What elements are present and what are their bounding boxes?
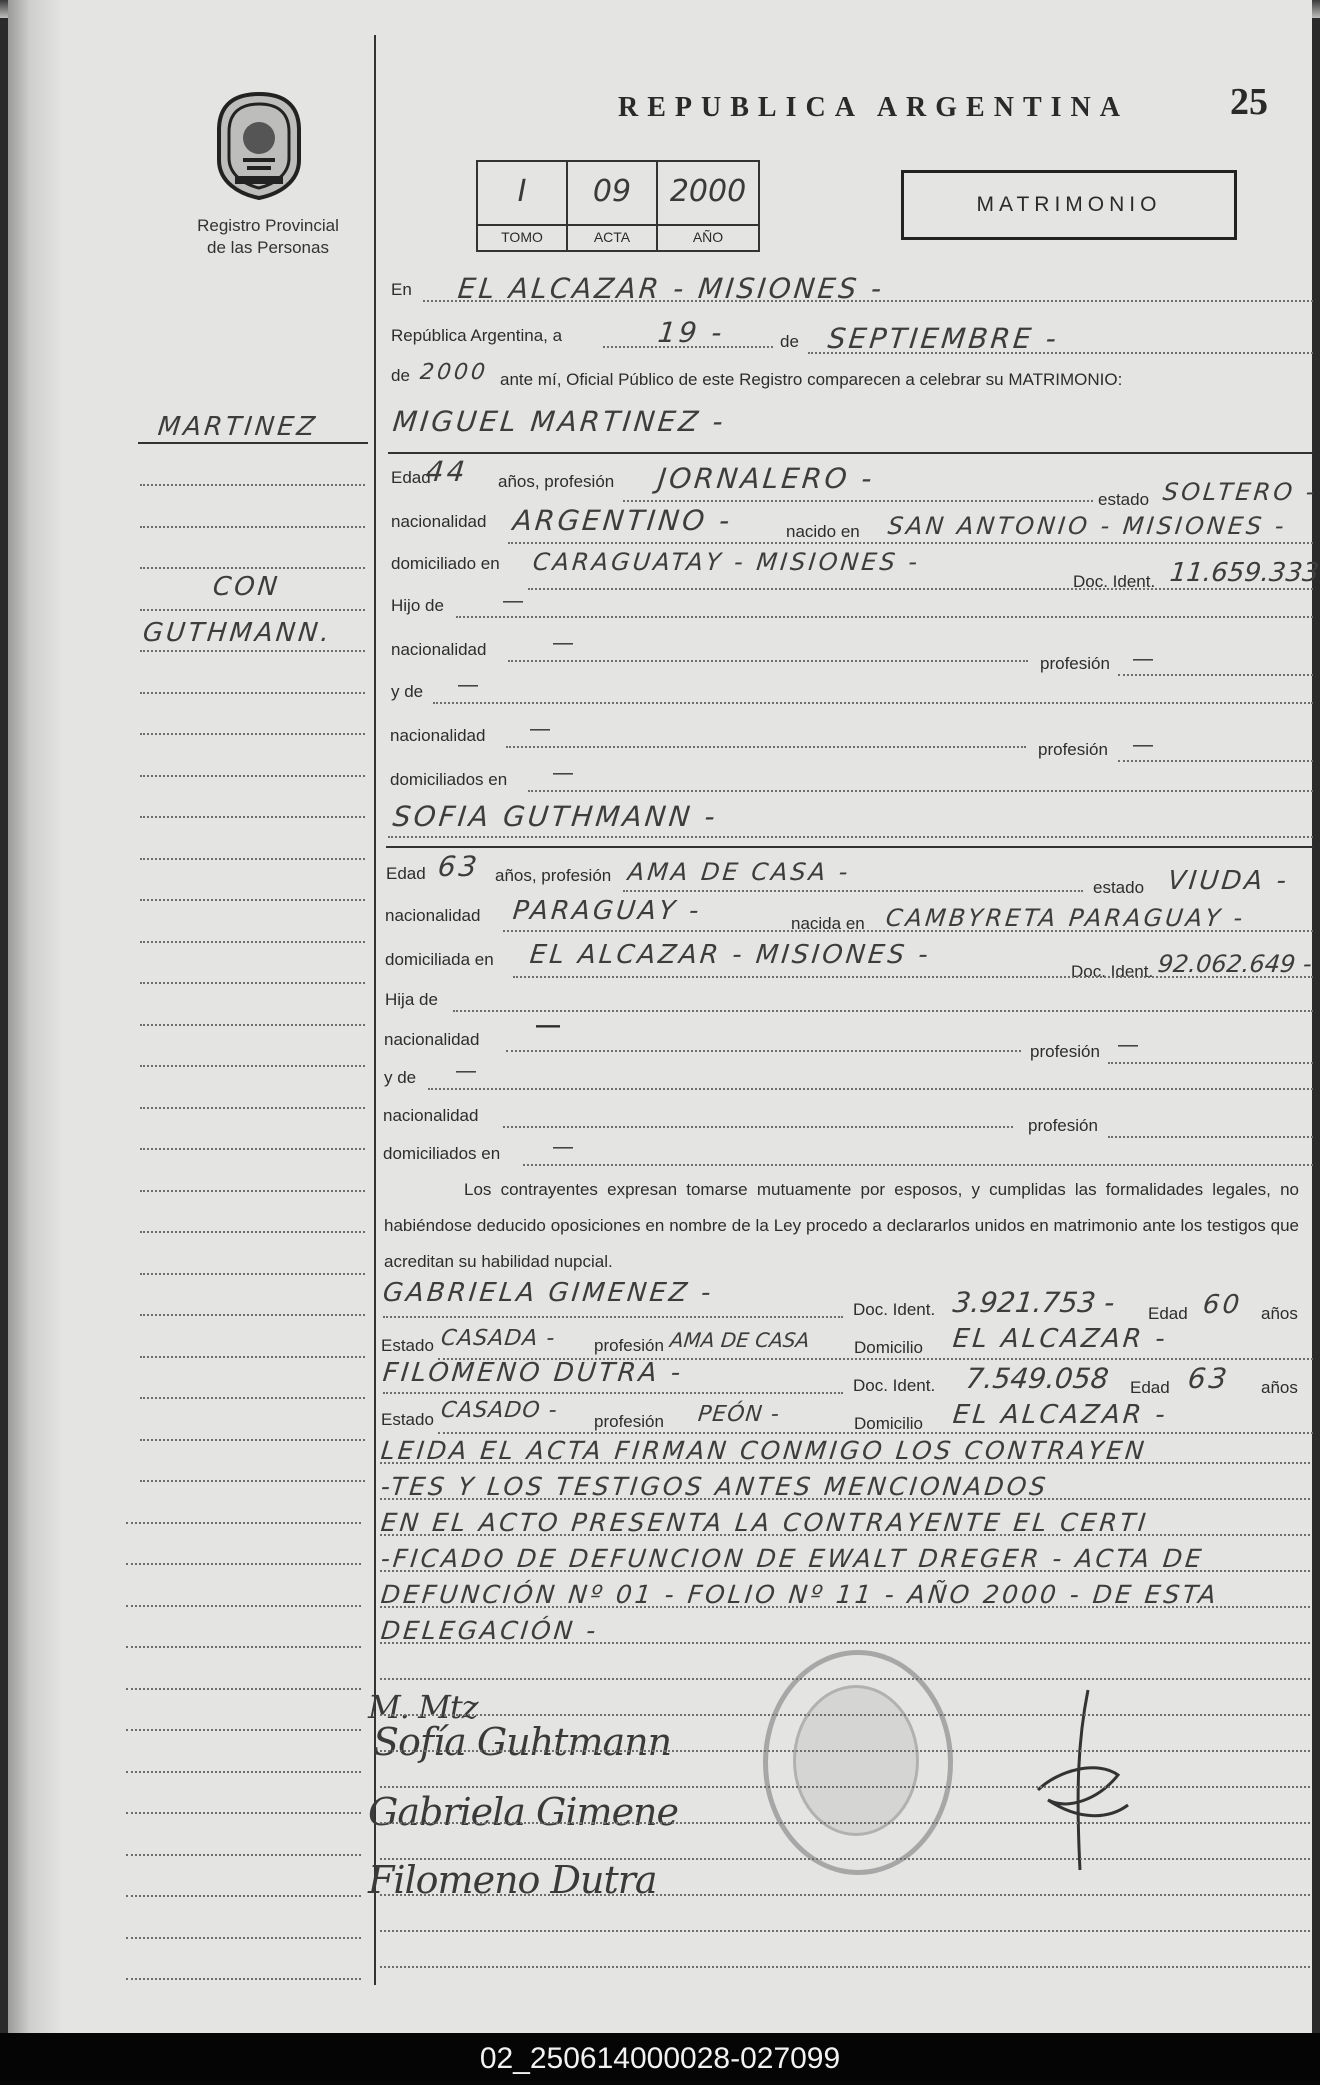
note-dotline — [380, 1858, 1310, 1860]
witness2-domicilio-label: Domicilio — [854, 1414, 923, 1433]
witness1-doc-label: Doc. Ident. — [853, 1300, 936, 1319]
margin-dotline — [126, 1605, 361, 1607]
dotline — [1108, 1062, 1313, 1064]
margin-dotline — [140, 1480, 365, 1482]
groom-estado-label: estado — [1098, 490, 1150, 509]
bride-nacida-label: nacida en — [791, 914, 865, 933]
note-dotline — [380, 1822, 1310, 1824]
margin-name-groom: MARTINEZ — [156, 412, 320, 442]
margin-dotline — [126, 1688, 361, 1690]
signature-groom: M. Mtz — [368, 1688, 478, 1726]
acta-label: ACTA — [568, 224, 656, 245]
bride-mother: — — [456, 1060, 476, 1082]
margin-dotline — [126, 1937, 361, 1939]
witness2-domicile: EL ALCAZAR - — [951, 1400, 1170, 1430]
margin-dotline — [126, 1646, 361, 1648]
witness2-age: 63 — [1186, 1362, 1232, 1395]
bride-estado: VIUDA - — [1166, 866, 1291, 896]
bride-estado-label: estado — [1093, 878, 1145, 897]
anio-value: 2000 — [669, 174, 747, 209]
note-dotline — [380, 1786, 1310, 1788]
witness1-name: GABRIELA GIMENEZ - — [381, 1278, 716, 1308]
bride-nac2-label: nacionalidad — [383, 1106, 479, 1125]
witness2-estado: CASADO - — [439, 1398, 559, 1423]
republica-label: República Argentina, a — [391, 326, 563, 345]
margin-dotline — [140, 1190, 365, 1192]
document-page — [8, 0, 1320, 2033]
margin-dotline — [140, 1231, 365, 1233]
groom-domiciliado-label: domiciliado en — [391, 554, 500, 573]
margin-dotline — [140, 484, 365, 486]
note-dotline — [380, 1714, 1310, 1716]
dotline — [1118, 674, 1313, 676]
declaration-text: Los contrayentes expresan tomarse mutuamente por esposos, y cumplidas las formalidades legales, no habiéndose deducido oposiciones en nombre de la Ley procedo a declararlos unidos en matrimonio ante los testigos que acreditan su habilidad nupcial. — [384, 1180, 1299, 1271]
margin-con: CON — [211, 572, 282, 602]
tomo-value: I — [517, 174, 527, 209]
note-line: DELEGACIÓN - — [379, 1616, 600, 1645]
bride-prof1: — — [1118, 1034, 1138, 1056]
groom-nacido-label: nacido en — [786, 522, 860, 541]
dotline — [528, 790, 1313, 792]
bride-doc: 92.062.649 - — [1156, 950, 1314, 978]
groom-name: MIGUEL MARTINEZ - — [391, 405, 728, 438]
margin-dotline — [140, 1314, 365, 1316]
marriage-place: EL ALCAZAR - MISIONES - — [456, 272, 886, 305]
bride-birthplace: CAMBYRETA PARAGUAY - — [884, 904, 1247, 932]
groom-yde-label: y de — [391, 682, 424, 701]
margin-dotline — [126, 1563, 361, 1565]
margin-dotline — [140, 858, 365, 860]
dotline — [1108, 1136, 1313, 1138]
margin-dotline — [126, 1729, 361, 1731]
note-line: LEIDA EL ACTA FIRMAN CONMIGO LOS CONTRAYEN — [379, 1436, 1149, 1465]
note-dotline — [380, 1462, 1310, 1464]
bride-profesion-label: años, profesión — [495, 866, 612, 885]
dotline — [503, 1126, 1013, 1128]
bride-name-rule — [386, 846, 1313, 848]
bride-doc-label: Doc. Ident. — [1071, 962, 1154, 981]
note-dotline — [380, 1750, 1310, 1752]
dotline — [1118, 760, 1313, 762]
note-line: EN EL ACTO PRESENTA LA CONTRAYENTE EL CERTI — [379, 1508, 1151, 1537]
margin-dotline — [140, 1107, 365, 1109]
bride-name: SOFIA GUTHMANN - — [391, 800, 720, 833]
groom-doc: 11.659.333 — [1168, 558, 1320, 588]
margin-dotline — [140, 1439, 365, 1441]
dotline — [508, 660, 1028, 662]
marriage-day: 19 - — [656, 316, 727, 349]
witness2-doc-label: Doc. Ident. — [853, 1376, 936, 1395]
margin-dotline — [126, 1978, 361, 1980]
de-label: de — [780, 332, 799, 351]
dotline — [456, 616, 1313, 618]
groom-mother: — — [458, 674, 478, 696]
margin-dotline — [126, 1895, 361, 1897]
groom-doc-label: Doc. Ident. — [1073, 572, 1156, 591]
witness1-profesion-label: profesión — [594, 1336, 664, 1355]
bride-edad-label: Edad — [386, 864, 426, 883]
margin-dotline — [140, 1273, 365, 1275]
witness2-anos-label: años — [1261, 1378, 1298, 1397]
bride-nac1-label: nacionalidad — [384, 1030, 480, 1049]
dotline — [388, 836, 1313, 838]
en-label: En — [391, 280, 412, 299]
bride-parents-domicile: — — [553, 1136, 573, 1158]
margin-dotline — [126, 1854, 361, 1856]
witness1-doc: 3.921.753 - — [951, 1286, 1117, 1319]
witness2-estado-label: Estado — [381, 1410, 434, 1429]
margin-dotline — [140, 816, 365, 818]
note-dotline — [380, 1570, 1310, 1572]
witness1-edad-label: Edad — [1148, 1304, 1188, 1323]
de2-label: de — [391, 366, 410, 385]
margin-dotline — [140, 775, 365, 777]
note-dotline — [380, 1534, 1310, 1536]
groom-estado: SOLTERO - — [1161, 478, 1320, 506]
dotline — [623, 890, 1083, 892]
margin-dotline — [140, 567, 365, 569]
dotline — [506, 746, 1026, 748]
groom-prof1-label: profesión — [1040, 654, 1110, 673]
groom-nac2: — — [530, 718, 550, 740]
bride-nac1: — — [536, 1012, 560, 1039]
margin-dotline — [126, 1522, 361, 1524]
groom-nac2-label: nacionalidad — [390, 726, 486, 745]
marriage-month: SEPTIEMBRE - — [826, 322, 1061, 355]
bride-domiciliada-label: domiciliada en — [385, 950, 494, 969]
signature-witness2: Filomeno Dutra — [368, 1858, 657, 1902]
tomo-cell — [478, 162, 568, 250]
margin-dotline — [140, 982, 365, 984]
witness1-domicile: EL ALCAZAR - — [951, 1324, 1170, 1354]
bride-prof2-label: profesión — [1028, 1116, 1098, 1135]
registry-name-line2: de las Personas — [207, 238, 329, 257]
page-number: 25 — [1230, 81, 1268, 123]
note-dotline — [380, 1930, 1310, 1932]
witness1-anos-label: años — [1261, 1304, 1298, 1323]
groom-hijo-label: Hijo de — [391, 596, 444, 615]
note-dotline — [380, 1498, 1310, 1500]
scan-identifier: 02_250614000028-027099 — [0, 2033, 1320, 2085]
margin-dotline — [140, 733, 365, 735]
registry-name-line1: Registro Provincial — [197, 216, 339, 235]
bride-yde-label: y de — [384, 1068, 417, 1087]
margin-dotline — [140, 526, 365, 528]
margin-underline — [138, 442, 368, 444]
bride-profession: AMA DE CASA - — [626, 858, 853, 886]
groom-parents-domicile: — — [553, 762, 573, 784]
groom-domiciliados-label: domiciliados en — [390, 770, 508, 789]
groom-domicile: CARAGUATAY - MISIONES - — [531, 548, 922, 576]
acta-cell — [568, 162, 658, 250]
groom-father: — — [503, 590, 523, 612]
groom-name-rule — [388, 452, 1313, 454]
groom-prof2: — — [1133, 734, 1153, 756]
witness1-domicilio-label: Domicilio — [854, 1338, 923, 1357]
bride-hija-label: Hija de — [385, 990, 438, 1009]
signature-bride: Sofía Guhtmann — [373, 1720, 672, 1764]
note-dotline — [380, 1678, 1310, 1680]
margin-dotline — [140, 941, 365, 943]
note-dotline — [380, 1606, 1310, 1608]
dotline — [506, 1050, 1021, 1052]
dotline — [503, 930, 1313, 932]
dotline — [383, 1316, 843, 1318]
groom-birthplace: SAN ANTONIO - MISIONES - — [886, 512, 1289, 540]
anio-cell — [658, 162, 758, 250]
groom-nationality: ARGENTINO - — [511, 504, 735, 537]
bride-domiciliados-label: domiciliados en — [383, 1144, 501, 1163]
dotline — [508, 542, 1313, 544]
anio-label: AÑO — [658, 224, 758, 245]
margin-dotline — [140, 1148, 365, 1150]
witness1-estado: CASADA - — [439, 1326, 557, 1351]
dotline — [428, 1088, 1313, 1090]
registry-name — [168, 215, 368, 259]
witness2-name: FILOMENO DUTRA - — [381, 1358, 685, 1388]
witness1-age: 60 — [1201, 1290, 1244, 1320]
dotline — [383, 1392, 843, 1394]
dotline — [513, 976, 1313, 978]
bride-nationality: PARAGUAY - — [511, 896, 704, 926]
dotline — [523, 1164, 1313, 1166]
margin-name-bride: GUTHMANN. — [141, 618, 334, 648]
witness2-profesion-label: profesión — [594, 1412, 664, 1431]
groom-nacionalidad-label: nacionalidad — [391, 512, 487, 531]
groom-prof2-label: profesión — [1038, 740, 1108, 759]
provincial-crest-icon — [213, 90, 305, 200]
groom-prof1: — — [1133, 648, 1153, 670]
margin-dotline — [126, 1771, 361, 1773]
witness1-estado-label: Estado — [381, 1336, 434, 1355]
groom-profession: JORNALERO - — [656, 462, 877, 495]
bride-domicile: EL ALCAZAR - MISIONES - — [528, 940, 933, 970]
record-box — [476, 160, 760, 252]
groom-nac1: — — [553, 632, 573, 654]
margin-dotline — [126, 1812, 361, 1814]
signature-witness1: Gabriela Gimene — [368, 1790, 679, 1834]
acta-value: 09 — [592, 174, 632, 209]
witness1-profession: AMA DE CASA — [668, 1328, 811, 1352]
margin-dotline — [140, 899, 365, 901]
note-line: DEFUNCIÓN Nº 01 - FOLIO Nº 11 - AÑO 2000 - DE ESTA — [379, 1580, 1221, 1609]
dotline — [623, 500, 1093, 502]
official-seal-icon — [763, 1650, 953, 1875]
groom-profesion-label: años, profesión — [498, 472, 615, 491]
officer-signature-icon — [1018, 1680, 1138, 1880]
note-dotline — [380, 1894, 1310, 1896]
tomo-label: TOMO — [478, 224, 566, 245]
dotline — [433, 702, 1313, 704]
note-line: -TES Y LOS TESTIGOS ANTES MENCIONADOS — [379, 1472, 1050, 1501]
bride-prof1-label: profesión — [1030, 1042, 1100, 1061]
marriage-year: 2000 — [418, 360, 490, 385]
dotline — [528, 588, 1313, 590]
note-dotline — [380, 1642, 1310, 1644]
bride-age: 63 — [436, 850, 482, 883]
witness2-doc: 7.549.058 — [964, 1362, 1111, 1395]
margin-dotline — [140, 650, 365, 652]
witness2-edad-label: Edad — [1130, 1378, 1170, 1397]
margin-dotline — [140, 1356, 365, 1358]
margin-dotline — [140, 609, 365, 611]
witness2-profession: PEÓN - — [696, 1402, 782, 1427]
groom-edad-label: Edad — [391, 468, 431, 487]
dotline — [438, 1432, 1313, 1434]
margin-dotline — [140, 692, 365, 694]
dotline — [453, 1010, 1313, 1012]
groom-nac1-label: nacionalidad — [391, 640, 487, 659]
groom-age: 44 — [424, 455, 470, 488]
bride-nacionalidad-label: nacionalidad — [385, 906, 481, 925]
margin-dotline — [140, 1065, 365, 1067]
country-title: REPUBLICA ARGENTINA — [618, 92, 1129, 123]
margin-dotline — [140, 1024, 365, 1026]
note-line: -FICADO DE DEFUNCION DE EWALT DREGER - ACTA DE — [379, 1544, 1206, 1573]
intro-statement: ante mí, Oficial Público de este Registro comparecen a celebrar su MATRIMONIO: — [500, 370, 1123, 389]
note-dotline — [380, 1966, 1310, 1968]
document-type-box: MATRIMONIO — [901, 170, 1237, 240]
margin-dotline — [140, 1397, 365, 1399]
